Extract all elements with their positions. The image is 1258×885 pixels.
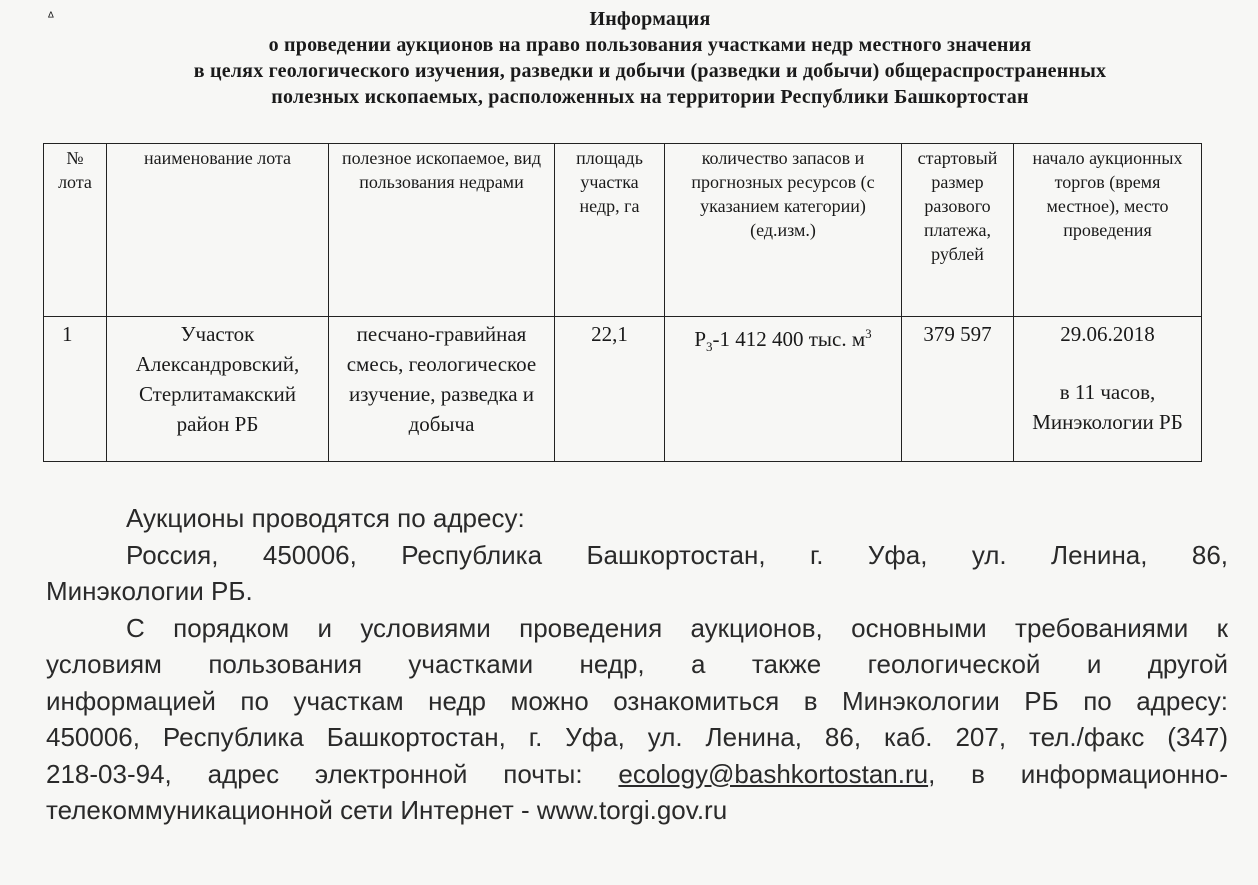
- address-line-2: Минэкологии РБ.: [46, 576, 253, 606]
- lots-table: [43, 143, 1202, 462]
- header-reserves: количество запасов и прогнозных ресурсов (с указанием категории) (ед.изм.): [665, 144, 902, 317]
- info-line-2: условиям пользования участками недр, а также геологической и другой: [46, 649, 1228, 679]
- cell-auction-start: [1014, 317, 1202, 462]
- heading-line-3: в целях геологического изучения, разведки и добычи (разведки и добычи) общераспространенных: [193, 60, 1107, 82]
- auction-date: 29.06.2018: [1060, 322, 1155, 346]
- header-mineral: полезное ископаемое, вид пользования недрами: [329, 144, 555, 317]
- heading-line-2: о проведении аукционов на право пользования участками недр местного значения: [268, 34, 1032, 56]
- header-lot-number: № лота: [44, 144, 107, 317]
- auction-time-place: в 11 часов, Минэкологии РБ: [1032, 380, 1183, 434]
- corner-mark: ᐞ: [47, 10, 55, 26]
- table-header-row: [44, 144, 1202, 317]
- header-auction-start: начало аукционных торгов (время местное), место проведения: [1014, 144, 1202, 317]
- cell-lot-number: 1: [44, 317, 107, 462]
- cell-area: 22,1: [555, 317, 665, 462]
- table-row: [44, 317, 1202, 462]
- reserves-unit-power: 3: [865, 326, 872, 341]
- reserves-category-index: 3: [706, 339, 713, 355]
- header-area: площадь участка недр, га: [555, 144, 665, 317]
- info-line-5-suffix: , в информационно-: [928, 758, 1228, 789]
- address-intro: Аукционы проводятся по адресу:: [126, 503, 525, 533]
- info-line-4: 450006, Республика Башкортостан, г. Уфа, ул. Ленина, 86, каб. 207, тел./факс (347): [46, 722, 1228, 752]
- header-payment: стартовый размер разового платежа, рублей: [902, 144, 1014, 317]
- document-heading: [60, 6, 1240, 110]
- email-link[interactable]: ecology@bashkortostan.ru: [618, 758, 929, 789]
- header-lot-name: наименование лота: [107, 144, 329, 317]
- heading-title: Информация: [589, 8, 711, 30]
- body-text: [46, 500, 1228, 829]
- info-line-1: С порядком и условиями проведения аукционов, основными требованиями к: [126, 612, 1228, 643]
- info-line-5: [46, 756, 1228, 793]
- reserves-category: P: [694, 327, 707, 351]
- info-line-5-prefix: 218-03-94, адрес электронной почты:: [46, 758, 619, 789]
- cell-mineral: песчано-гравийная смесь, геологическое изучение, разведка и добыча: [329, 317, 555, 462]
- info-line-6: телекоммуникационной сети Интернет - www.torgi.gov.ru: [46, 795, 728, 825]
- cell-reserves: [665, 317, 902, 462]
- address-line-1: Россия, 450006, Республика Башкортостан, г. Уфа, ул. Ленина, 86,: [126, 539, 1228, 570]
- cell-lot-name: Участок Александровский, Стерлитамакский район РБ: [107, 317, 329, 462]
- info-line-3: информацией по участкам недр можно ознакомиться в Минэкологии РБ по адресу:: [46, 685, 1228, 716]
- reserves-value: -1 412 400 тыс. м: [712, 327, 866, 351]
- cell-payment: 379 597: [902, 317, 1014, 462]
- heading-line-4: полезных ископаемых, расположенных на территории Республики Башкортостан: [271, 86, 1029, 108]
